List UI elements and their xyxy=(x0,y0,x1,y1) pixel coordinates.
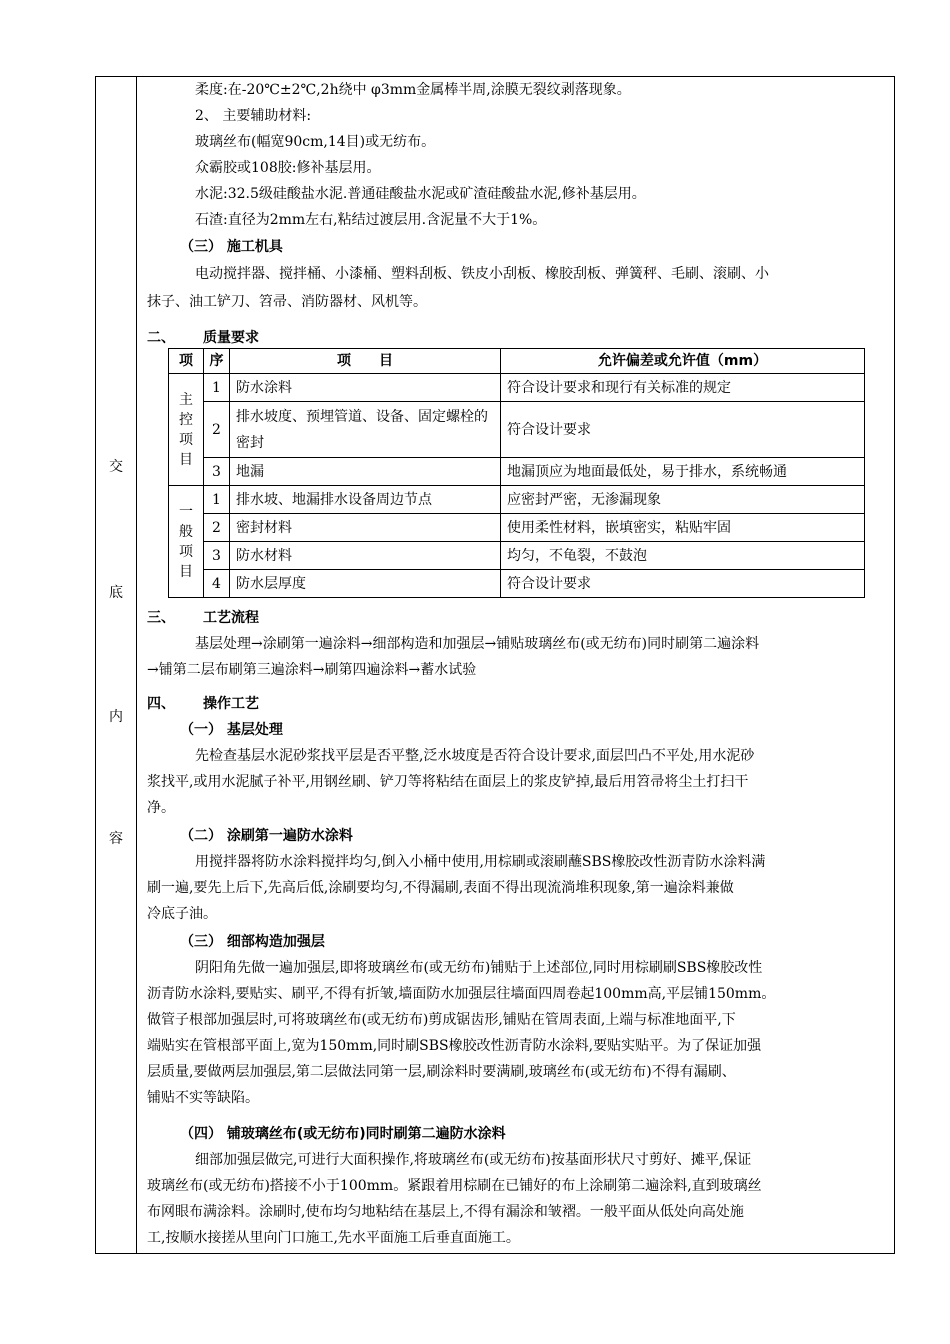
text-line: 玻璃丝布(或无纺布)搭接不小于100mm。紧跟着用棕刷在已铺好的布上涂刷第二遍涂料,直到玻璃丝 xyxy=(147,1178,762,1194)
row-item: 防水材料 xyxy=(230,542,501,570)
text-line: 用搅拌器将防水涂料搅拌均匀,倒入小桶中使用,用棕刷或滚刷蘸SBS橡胶改性沥青防水涂料满 xyxy=(195,854,766,870)
table-header: 项 目 xyxy=(230,349,501,374)
row-item: 地漏 xyxy=(230,458,501,486)
text-line: 众霸胶或108胶:修补基层用。 xyxy=(195,160,381,176)
section-number: 三、 xyxy=(147,610,175,626)
row-number: 1 xyxy=(204,486,230,514)
section-number: 四、 xyxy=(147,696,175,712)
row-value: 符合设计要求和现行有关标准的规定 xyxy=(501,374,865,402)
text-line: →铺第二层布刷第三遍涂料→刷第四遍涂料→蓄水试验 xyxy=(147,662,477,678)
row-number: 2 xyxy=(204,514,230,542)
subsection-heading: （四） 铺玻璃丝布(或无纺布)同时刷第二遍防水涂料 xyxy=(180,1126,506,1142)
text-line: 抹子、油工铲刀、笤帚、消防器材、风机等。 xyxy=(147,294,427,310)
group-label-general xyxy=(169,486,204,598)
text-line: 工,按顺水接搓从里向门口施工,先水平面施工后垂直面施工。 xyxy=(147,1230,520,1246)
quality-table xyxy=(168,348,865,598)
text-line: 层质量,要做两层加强层,第二层做法同第一层,刷涂料时要满刷,玻璃丝布(或无纺布)不得有漏刷、 xyxy=(147,1064,736,1080)
text-line: 先检查基层水泥砂浆找平层是否平整,泛水坡度是否符合设计要求,面层凹凸不平处,用水泥砂 xyxy=(195,748,755,764)
side-label-char: 内 xyxy=(109,709,123,725)
group-label-char: 控 xyxy=(179,411,193,428)
text-line: 布网眼布满涂料。涂刷时,使布均匀地粘结在基层上,不得有漏涂和皱褶。一般平面从低处向高处施 xyxy=(147,1204,744,1220)
row-number: 2 xyxy=(204,402,230,458)
group-label-char: 项 xyxy=(179,543,193,560)
row-value: 地漏顶应为地面最低处，易于排水，系统畅通 xyxy=(501,458,865,486)
table-header: 允许偏差或允许值（mm） xyxy=(501,349,865,374)
row-value: 均匀，不龟裂，不鼓泡 xyxy=(501,542,865,570)
side-label-char: 交 xyxy=(109,459,123,475)
text-line: 电动搅拌器、搅拌桶、小漆桶、塑料刮板、铁皮小刮板、橡胶刮板、弹簧秤、毛刷、滚刷、小 xyxy=(195,266,769,282)
subsection-heading: （一） 基层处理 xyxy=(180,722,283,738)
section-heading: 工艺流程 xyxy=(203,610,259,626)
text-line: 水泥:32.5级硅酸盐水泥.普通硅酸盐水泥或矿渣硅酸盐水泥,修补基层用。 xyxy=(195,186,646,202)
row-item: 密封材料 xyxy=(230,514,501,542)
group-label-char: 主 xyxy=(179,391,193,408)
text-line: 做管子根部加强层时,可将玻璃丝布(或无纺布)剪成锯齿形,铺贴在管周表面,上端与标准地面平,下 xyxy=(147,1012,736,1028)
row-value: 使用柔性材料，嵌填密实，粘贴牢固 xyxy=(501,514,865,542)
section-heading: 操作工艺 xyxy=(203,696,259,712)
group-label-char: 一 xyxy=(179,503,193,520)
section-number: 二、 xyxy=(147,330,175,346)
section-heading: （三） 施工机具 xyxy=(180,239,283,255)
row-value: 符合设计要求 xyxy=(501,402,865,458)
subsection-heading: （二） 涂刷第一遍防水涂料 xyxy=(180,828,353,844)
text-line: 柔度:在-20℃±2℃,2h绕中 φ3mm金属棒半周,涂膜无裂纹剥落现象。 xyxy=(195,82,631,98)
text-line: 沥青防水涂料,要贴实、刷平,不得有折皱,墙面防水加强层往墙面四周卷起100mm高,平层铺150mm。 xyxy=(147,986,776,1002)
text-line: 净。 xyxy=(147,800,175,816)
side-label-char: 容 xyxy=(109,831,123,847)
row-item: 排水坡度、预埋管道、设备、固定螺栓的密封 xyxy=(230,402,501,458)
row-number: 1 xyxy=(204,374,230,402)
subsection-heading: （三） 细部构造加强层 xyxy=(180,934,325,950)
group-label-main xyxy=(169,374,204,486)
row-item: 防水涂料 xyxy=(230,374,501,402)
group-label-char: 项 xyxy=(179,431,193,448)
table-header: 项 xyxy=(169,349,204,374)
text-line: 细部加强层做完,可进行大面积操作,将玻璃丝布(或无纺布)按基面形状尺寸剪好、摊平,保证 xyxy=(195,1152,752,1168)
table-header: 序 xyxy=(204,349,230,374)
text-line: 2、 主要辅助材料: xyxy=(195,108,312,124)
row-number: 3 xyxy=(204,542,230,570)
row-value: 应密封严密，无渗漏现象 xyxy=(501,486,865,514)
group-label-char: 目 xyxy=(179,451,193,468)
group-label-char: 般 xyxy=(179,523,193,540)
row-number: 3 xyxy=(204,458,230,486)
row-value: 符合设计要求 xyxy=(501,570,865,598)
text-line: 玻璃丝布(幅宽90cm,14目)或无纺布。 xyxy=(195,134,436,150)
text-line: 刷一遍,要先上后下,先高后低,涂刷要均匀,不得漏刷,表面不得出现流淌堆积现象,第一遍涂料兼做 xyxy=(147,880,734,896)
row-number: 4 xyxy=(204,570,230,598)
row-item: 排水坡、地漏排水设备周边节点 xyxy=(230,486,501,514)
text-line: 冷底子油。 xyxy=(147,906,217,922)
text-line: 石渣:直径为2mm左右,粘结过渡层用.含泥量不大于1%。 xyxy=(195,212,547,228)
text-line: 阴阳角先做一遍加强层,即将玻璃丝布(或无纺布)铺贴于上述部位,同时用棕刷刷SBS橡胶改性 xyxy=(195,960,763,976)
text-line: 铺贴不实等缺陷。 xyxy=(147,1090,259,1106)
text-line: 浆找平,或用水泥腻子补平,用钢丝刷、铲刀等将粘结在面层上的浆皮铲掉,最后用笤帚将尘土打扫干 xyxy=(147,774,749,790)
section-heading: 质量要求 xyxy=(203,330,259,346)
text-line: 端贴实在管根部平面上,宽为150mm,同时刷SBS橡胶改性沥青防水涂料,要贴实贴平。为了保证加强 xyxy=(147,1038,762,1054)
side-label-char: 底 xyxy=(109,585,123,601)
side-label-column xyxy=(95,76,137,1254)
row-item: 防水层厚度 xyxy=(230,570,501,598)
text-line: 基层处理→涂刷第一遍涂料→细部构造和加强层→铺贴玻璃丝布(或无纺布)同时刷第二遍涂料 xyxy=(195,636,760,652)
group-label-char: 目 xyxy=(179,563,193,580)
